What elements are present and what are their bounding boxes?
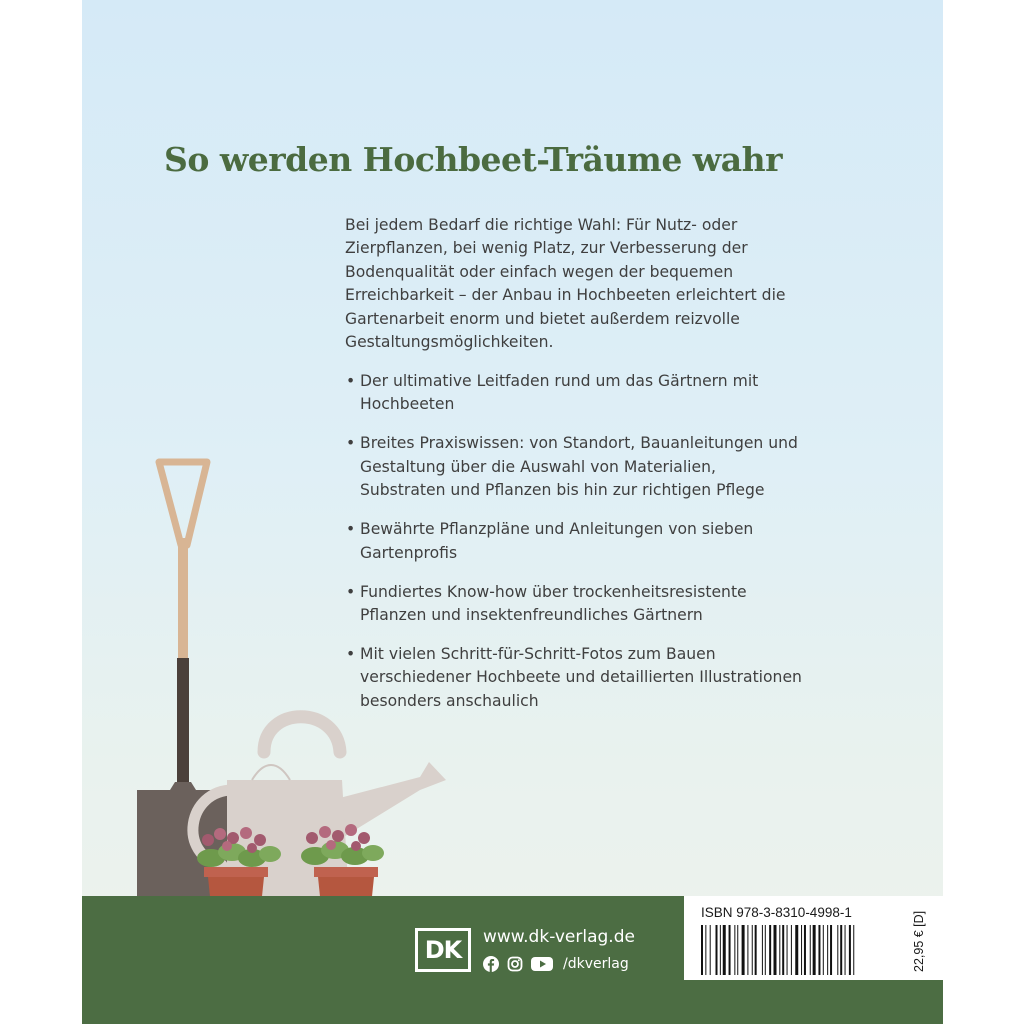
bullet-icon: • — [346, 645, 356, 664]
social-handle: /dkverlag — [563, 956, 629, 972]
intro-paragraph: Bei jedem Bedarf die richtige Wahl: Für Nutz- oder Zierpflanzen, bei wenig Platz, zur Verbesserung der Bodenqualität oder einfach wegen der bequemen Erreichbarkeit – der Anbau in Hochbeeten erleichtert die Gartenarbeit enorm und bietet außerdem reizvolle Gestaltungsmöglichkeiten. — [345, 216, 786, 352]
list-item-text: Fundiertes Know-how über trockenheitsresistente Pflanzen und insektenfreundliches Gärtnern — [360, 582, 747, 625]
dk-logo: DK — [415, 928, 471, 972]
bullet-list — [345, 370, 805, 729]
isbn-number: ISBN 978-3-8310-4998-1 — [701, 905, 852, 920]
list-item-text: Mit vielen Schritt-für-Schritt-Fotos zum Bauen verschiedener Hochbeete und detaillierten Illustrationen besonders anschaulich — [360, 645, 802, 710]
bullet-icon: • — [346, 582, 356, 601]
book-back-cover — [82, 0, 943, 1024]
list-item — [345, 432, 805, 502]
publisher-website-link[interactable]: www.dk-verlag.de — [483, 927, 635, 947]
list-item — [345, 643, 805, 713]
price-label: 22,95 € [D] — [912, 910, 926, 972]
list-item — [345, 518, 805, 565]
instagram-icon[interactable] — [507, 956, 523, 972]
list-item-text: Bewährte Pflanzpläne und Anleitungen von sieben Gartenprofis — [360, 520, 754, 562]
page-title: So werden Hochbeet-Träume wahr — [164, 140, 782, 179]
bullet-icon: • — [346, 434, 356, 453]
social-links — [483, 956, 629, 972]
facebook-icon[interactable] — [483, 956, 499, 972]
spade-illustration — [137, 462, 229, 916]
list-item — [345, 370, 805, 417]
list-item — [345, 581, 805, 628]
bullet-icon: • — [346, 520, 356, 539]
youtube-icon[interactable] — [531, 956, 553, 972]
bullet-icon: • — [346, 372, 356, 390]
list-item-text: Breites Praxiswissen: von Standort, Bauanleitungen und Gestaltung über die Auswahl von Materialien, Substraten und Pflanzen bis hin zur richtigen Pflege — [360, 434, 798, 500]
list-item-text: Der ultimative Leitfaden rund um das Gärtnern mit Hochbeeten — [360, 372, 759, 414]
barcode-area — [684, 896, 943, 980]
barcode-icon — [701, 925, 901, 975]
